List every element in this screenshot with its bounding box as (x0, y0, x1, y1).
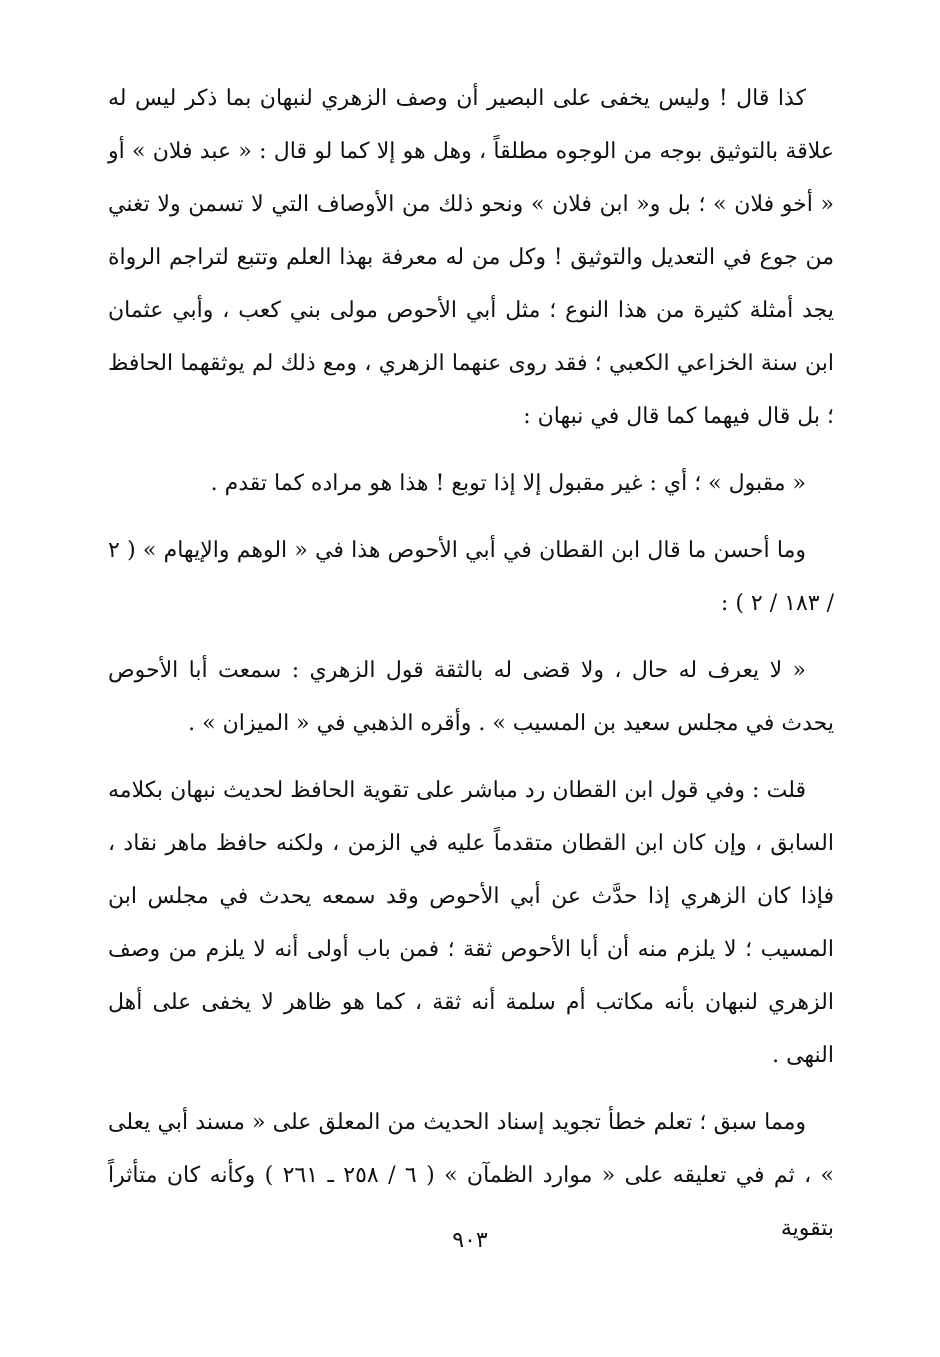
paragraph-5: قلت : وفي قول ابن القطان رد مباشر على تقوية الحافظ لحديث نبهان بكلامه السابق ، وإن كان ابن القطان متقدماً عليه في الزمن ، ولكنه حافظ ماهر نقاد ، فإذا كان الزهري إذا حدَّث عن أبي الأحوص وقد سمعه يحدث في مجلس ابن المسيب ؛ لا يلزم منه أن أبا الأحوص ثقة ؛ فمن باب أولى أنه لا يلزم من وصف الزهري لنبهان بأنه مكاتب أم سلمة أنه ثقة ، كما هو ظاهر لا يخفى على أهل النهى . (108, 778, 834, 1068)
page-number: ٩٠٣ (452, 1228, 488, 1253)
paragraph-4: « لا يعرف له حال ، ولا قضى له بالثقة قول الزهري : سمعت أبا الأحوص يحدث في مجلس سعيد بن المسيب » . وأقره الذهبي في « الميزان » . (108, 658, 834, 736)
paragraph-1: كذا قال ! وليس يخفى على البصير أن وصف الزهري لنبهان بما ذكر ليس له علاقة بالتوثيق بوجه من الوجوه مطلقاً ، وهل هو إلا كما لو قال : « عبد فلان » أو « أخو فلان » ؛ بل و« ابن فلان » ونحو ذلك من الأوصاف التي لا تسمن ولا تغني من جوع في التعديل والتوثيق ! وكل من له معرفة بهذا العلم وتتبع لتراجم الرواة يجد أمثلة كثيرة من هذا النوع ؛ مثل أبي الأحوص مولى بني كعب ، وأبي عثمان ابن سنة الخزاعي الكعبي ؛ فقد روى عنهما الزهري ، ومع ذلك لم يوثقهما الحافظ ؛ بل قال فيهما كما قال في نبهان : (108, 86, 834, 429)
paragraph-3: وما أحسن ما قال ابن القطان في أبي الأحوص هذا في « الوهم والإيهام » ( ٢ / ١٨٣ / ٢ ) : (108, 538, 834, 616)
page-text (108, 72, 834, 1255)
paragraph-6: ومما سبق ؛ تعلم خطأ تجويد إسناد الحديث من المعلق على « مسند أبي يعلى » ، ثم في تعليقه على « موارد الظمآن » ( ٦ / ٢٥٨ ـ ٢٦١ ) وكأنه كان متأثراً بتقوية (108, 1110, 835, 1241)
paragraph-2: « مقبول » ؛ أي : غير مقبول إلا إذا توبع ! هذا هو مراده كما تقدم . (210, 471, 806, 496)
